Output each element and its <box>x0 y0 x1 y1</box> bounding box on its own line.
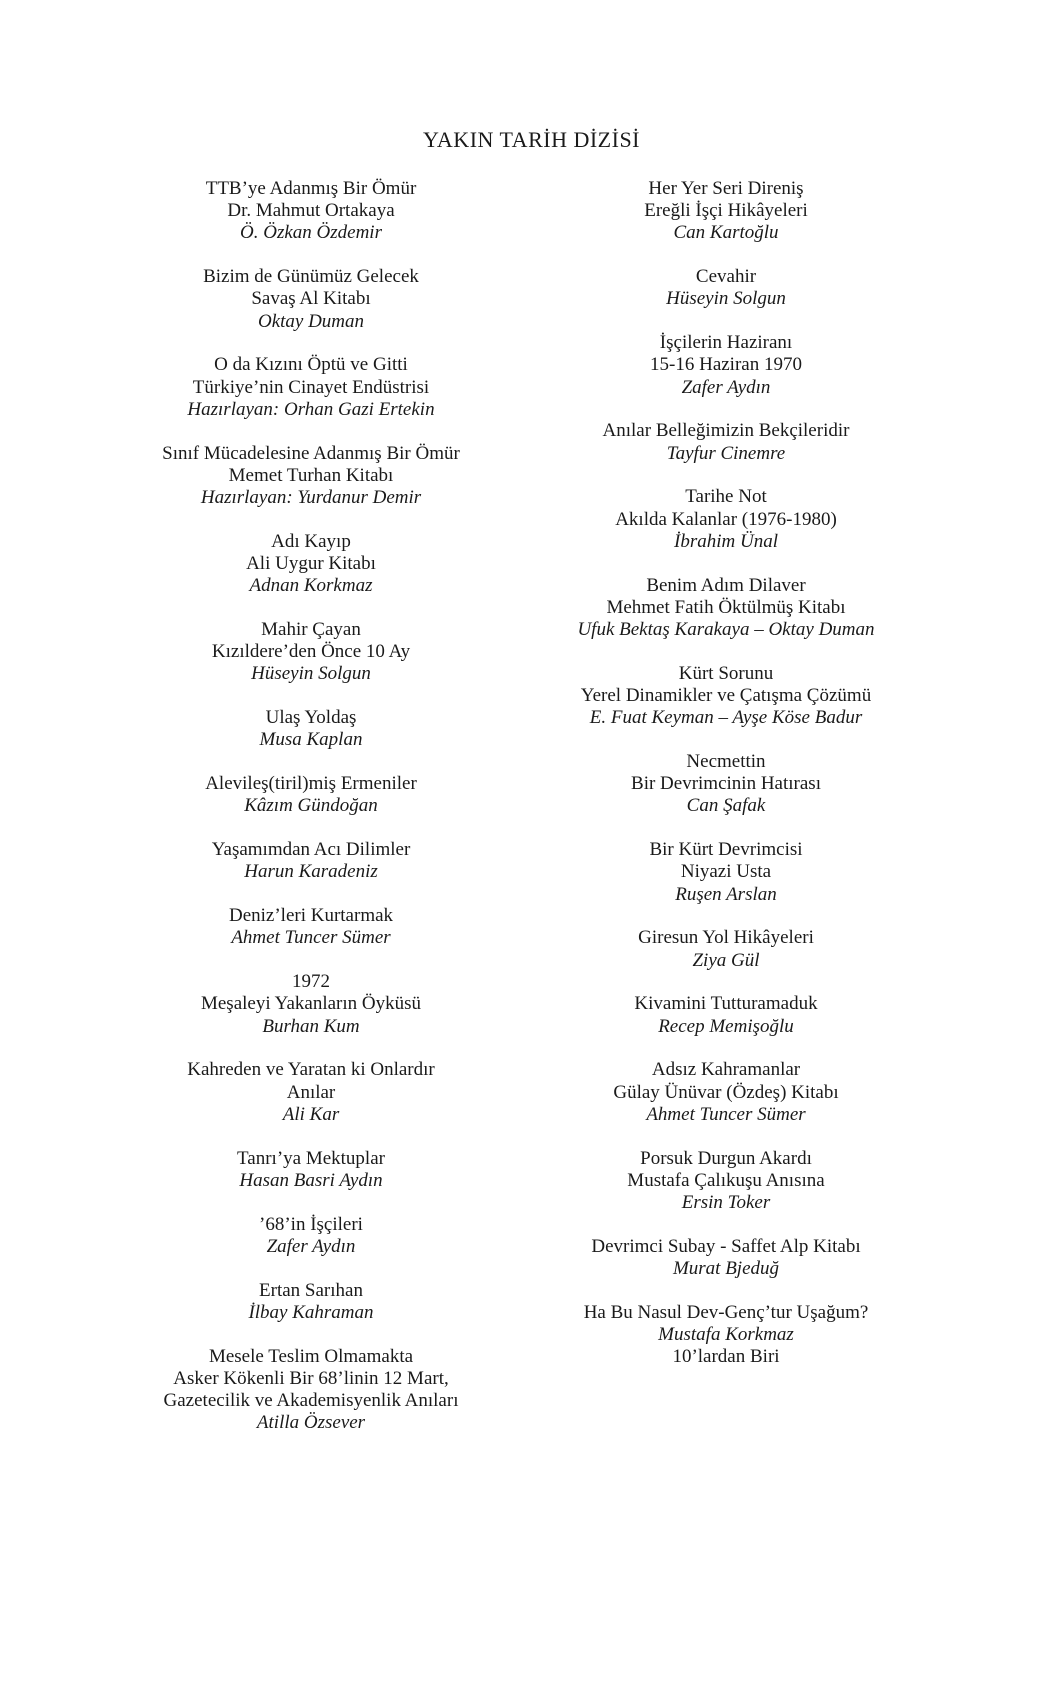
book-entry <box>516 178 936 245</box>
book-author: Zafer Aydın <box>681 376 771 398</box>
book-author: Hazırlayan: Orhan Gazi Ertekin <box>187 398 435 420</box>
book-title-line: Bir Kürt Devrimcisi <box>649 839 803 861</box>
book-title-line: Tarihe Not <box>685 486 767 508</box>
book-title-line: Porsuk Durgun Akardı <box>640 1147 812 1169</box>
book-title-line: Giresun Yol Hikâyeleri <box>638 927 814 949</box>
book-subtitle-line: 10’lardan Biri <box>672 1346 780 1368</box>
book-title-line: Tanrı’ya Mektuplar <box>237 1147 385 1169</box>
book-title-line: ’68’in İşçileri <box>259 1213 363 1235</box>
book-entry <box>101 1148 521 1192</box>
book-entry <box>101 443 521 510</box>
book-author: Ersin Toker <box>681 1192 771 1214</box>
book-title-line: Ertan Sarıhan <box>259 1279 363 1301</box>
book-title-line: Yerel Dinamikler ve Çatışma Çözümü <box>580 685 872 707</box>
book-entry <box>101 354 521 421</box>
book-entry <box>516 420 936 464</box>
book-title-line: O da Kızını Öptü ve Gitti <box>214 354 408 376</box>
book-author: İbrahim Ünal <box>674 530 778 552</box>
book-title-line: Deniz’leri Kurtarmak <box>228 905 394 927</box>
book-author: Atilla Özsever <box>256 1412 366 1434</box>
book-entry <box>516 663 936 730</box>
book-title-line: Akılda Kalanlar (1976-1980) <box>615 508 837 530</box>
book-entry <box>516 575 936 642</box>
book-list-left-column <box>101 178 521 1456</box>
book-entry <box>516 266 936 310</box>
book-title-line: Kahreden ve Yaratan ki Onlardır <box>187 1059 435 1081</box>
book-entry <box>101 1280 521 1324</box>
book-title-line: Devrimci Subay - Saffet Alp Kitabı <box>591 1235 861 1257</box>
book-entry <box>101 1214 521 1258</box>
book-author: Ali Kar <box>282 1103 340 1125</box>
book-author: Ö. Özkan Özdemir <box>240 222 382 244</box>
book-entry <box>516 751 936 818</box>
book-title-line: Savaş Al Kitabı <box>251 288 371 310</box>
book-title-line: Kivamini Tutturamaduk <box>634 993 818 1015</box>
book-title-line: Yaşamımdan Acı Dilimler <box>211 839 411 861</box>
book-entry <box>516 1302 936 1369</box>
book-title-line: Mahir Çayan <box>261 619 361 641</box>
book-title-line: Necmettin <box>686 751 766 773</box>
book-author: Hazırlayan: Yurdanur Demir <box>200 487 422 509</box>
book-title-line: Meşaleyi Yakanların Öyküsü <box>200 993 422 1015</box>
book-title-line: Alevileş(tiril)miş Ermeniler <box>205 773 417 795</box>
book-entry <box>516 1148 936 1215</box>
book-author: Kâzım Gündoğan <box>244 795 378 817</box>
book-entry <box>101 773 521 817</box>
book-author: Can Şafak <box>686 795 766 817</box>
book-title-line: Ha Bu Nasul Dev-Genç’tur Uşağum? <box>583 1301 869 1323</box>
book-title-line: İşçilerin Haziranı <box>659 332 793 354</box>
book-entry <box>516 927 936 971</box>
book-title-line: Niyazi Usta <box>680 861 772 883</box>
book-title-line: Adı Kayıp <box>271 530 351 552</box>
book-title-line: Mustafa Çalıkuşu Anısına <box>627 1169 825 1191</box>
book-entry <box>101 531 521 598</box>
book-author: Recep Memişoğlu <box>658 1015 794 1037</box>
book-title-line: Anılar Belleğimizin Bekçileridir <box>602 420 850 442</box>
book-author: Hüseyin Solgun <box>251 663 371 685</box>
book-author: Ahmet Tuncer Sümer <box>231 927 391 949</box>
book-title-line: Gülay Ünüvar (Özdeş) Kitabı <box>613 1081 839 1103</box>
book-author: Harun Karadeniz <box>244 861 378 883</box>
book-entry <box>516 839 936 906</box>
book-title-line: Adsız Kahramanlar <box>651 1059 801 1081</box>
book-title-line: Benim Adım Dilaver <box>646 574 806 596</box>
book-author: Ahmet Tuncer Sümer <box>646 1103 806 1125</box>
book-title-line: Asker Kökenli Bir 68’linin 12 Mart, <box>173 1367 449 1389</box>
book-author: Hüseyin Solgun <box>666 288 786 310</box>
book-author: Murat Bjeduğ <box>672 1258 780 1280</box>
book-author: Zafer Aydın <box>266 1235 356 1257</box>
book-title-line: Sınıf Mücadelesine Adanmış Bir Ömür <box>162 442 460 464</box>
book-title-line: Türkiye’nin Cinayet Endüstrisi <box>192 376 430 398</box>
book-title-line: Ulaş Yoldaş <box>265 707 357 729</box>
book-entry <box>101 971 521 1038</box>
book-title-line: 1972 <box>292 971 330 993</box>
book-author: Ruşen Arslan <box>675 883 777 905</box>
book-title-line: Cevahir <box>695 266 757 288</box>
book-entry <box>101 905 521 949</box>
book-title-line: Anılar <box>286 1081 336 1103</box>
book-title-line: Her Yer Seri Direniş <box>648 178 804 199</box>
book-author: E. Fuat Keyman – Ayşe Köse Badur <box>589 707 863 729</box>
book-author: Ufuk Bektaş Karakaya – Oktay Duman <box>577 619 875 641</box>
book-entry <box>516 332 936 399</box>
book-author: Oktay Duman <box>257 310 365 332</box>
book-author: Adnan Korkmaz <box>249 575 373 597</box>
book-author: Tayfur Cinemre <box>666 442 786 464</box>
book-author: İlbay Kahraman <box>248 1301 374 1323</box>
book-title-line: Gazetecilik ve Akademisyenlik Anıları <box>163 1390 459 1412</box>
page-title: YAKIN TARİH DİZİSİ <box>422 127 641 152</box>
book-author: Mustafa Korkmaz <box>658 1324 794 1346</box>
book-list-right-column <box>516 178 936 1390</box>
book-title-line: Bizim de Günümüz Gelecek <box>203 266 419 288</box>
book-title-line: Memet Turhan Kitabı <box>228 464 394 486</box>
book-entry <box>101 707 521 751</box>
book-entry <box>516 1236 936 1280</box>
book-entry <box>516 1059 936 1126</box>
book-entry <box>101 1346 521 1435</box>
book-title-line: Kürt Sorunu <box>678 662 774 684</box>
book-entry <box>101 1059 521 1126</box>
book-entry <box>101 839 521 883</box>
book-title-line: Ali Uygur Kitabı <box>246 553 376 575</box>
book-title-line: Mesele Teslim Olmamakta <box>208 1345 414 1367</box>
book-title-line: Kızıldere’den Önce 10 Ay <box>211 641 411 663</box>
book-entry <box>516 993 936 1037</box>
book-title-line: Dr. Mahmut Ortakaya <box>227 200 395 222</box>
book-title-line: 15-16 Haziran 1970 <box>650 354 802 376</box>
book-title-line: Mehmet Fatih Öktülmüş Kitabı <box>606 596 846 618</box>
book-author: Musa Kaplan <box>259 729 363 751</box>
book-title-line: Bir Devrimcinin Hatırası <box>631 773 821 795</box>
book-author: Ziya Gül <box>692 949 760 971</box>
book-entry <box>516 486 936 553</box>
book-entry <box>101 266 521 333</box>
book-author: Hasan Basri Aydın <box>239 1169 383 1191</box>
book-title-line: Ereğli İşçi Hikâyeleri <box>644 200 808 222</box>
book-title-line: TTB’ye Adanmış Bir Ömür <box>205 178 417 199</box>
book-entry <box>101 178 521 245</box>
book-entry <box>101 619 521 686</box>
book-author: Can Kartoğlu <box>673 222 779 244</box>
book-author: Burhan Kum <box>262 1015 360 1037</box>
